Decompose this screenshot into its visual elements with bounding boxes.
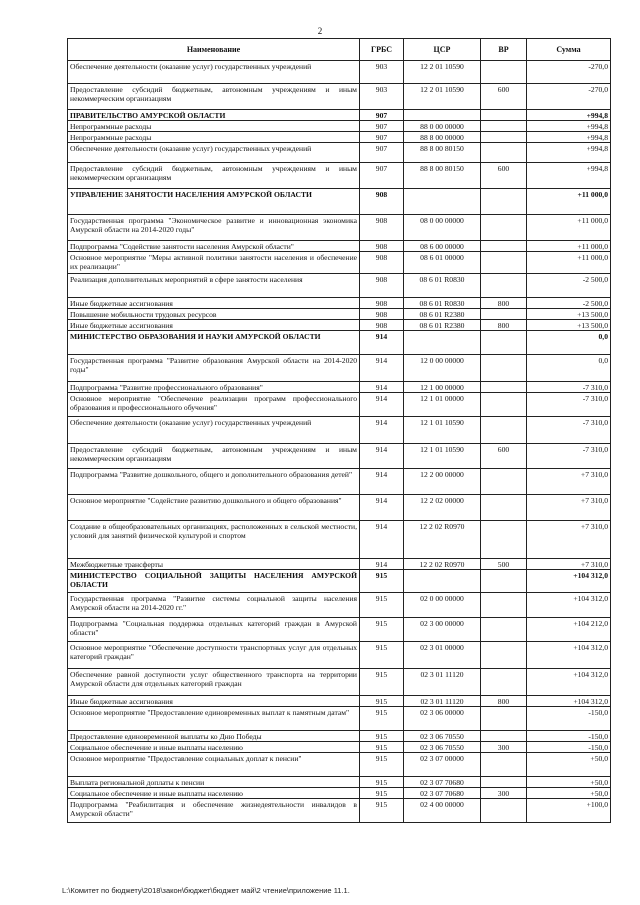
row-csr-cell: 08 6 01 R0830 xyxy=(404,274,481,298)
row-name-cell: Создание в общеобразовательных организациях, расположенных в сельской местности, условий для занятий физической культурой и спортом xyxy=(68,521,360,559)
row-name-cell: Иные бюджетные ассигнования xyxy=(68,298,360,309)
row-vr-cell xyxy=(481,570,527,593)
table-row xyxy=(68,132,611,143)
table-row xyxy=(68,495,611,521)
row-name-cell: Основное мероприятие "Меры активной политики занятости населения и обеспечение их реализации" xyxy=(68,252,360,274)
row-grbs-cell: 907 xyxy=(360,110,404,121)
row-grbs-cell: 914 xyxy=(360,559,404,570)
table-row xyxy=(68,742,611,753)
row-grbs-cell: 915 xyxy=(360,753,404,777)
row-vr-cell: 300 xyxy=(481,742,527,753)
row-grbs-cell: 915 xyxy=(360,593,404,618)
row-csr-cell: 02 3 07 70680 xyxy=(404,777,481,788)
row-csr-cell: 08 6 01 R2380 xyxy=(404,320,481,331)
row-grbs-cell: 908 xyxy=(360,274,404,298)
table-body xyxy=(68,61,611,823)
row-name-cell: Социальное обеспечение и иные выплаты населению xyxy=(68,742,360,753)
table-row xyxy=(68,331,611,355)
table-row xyxy=(68,444,611,469)
header-csr: ЦСР xyxy=(404,39,481,61)
row-csr-cell: 88 0 00 00000 xyxy=(404,121,481,132)
row-vr-cell xyxy=(481,252,527,274)
row-name-cell: Обеспечение деятельности (оказание услуг) государственных учреждений xyxy=(68,143,360,163)
row-csr-cell: 08 6 00 00000 xyxy=(404,241,481,252)
row-sum-cell: +7 310,0 xyxy=(527,521,611,559)
row-name-cell: Основное мероприятие "Содействие развитию дошкольного и общего образования" xyxy=(68,495,360,521)
row-grbs-cell: 907 xyxy=(360,132,404,143)
row-grbs-cell: 914 xyxy=(360,495,404,521)
table-row xyxy=(68,393,611,417)
row-sum-cell: -2 500,0 xyxy=(527,274,611,298)
row-grbs-cell: 915 xyxy=(360,742,404,753)
row-name-cell: МИНИСТЕРСТВО ОБРАЗОВАНИЯ И НАУКИ АМУРСКОЙ ОБЛАСТИ xyxy=(68,331,360,355)
row-sum-cell: +994,8 xyxy=(527,163,611,189)
table-row xyxy=(68,84,611,110)
row-csr-cell: 02 3 01 00000 xyxy=(404,642,481,669)
row-vr-cell xyxy=(481,110,527,121)
row-csr-cell: 08 0 00 00000 xyxy=(404,215,481,241)
row-sum-cell: +11 000,0 xyxy=(527,215,611,241)
row-csr-cell: 02 3 06 00000 xyxy=(404,707,481,731)
row-sum-cell: +50,0 xyxy=(527,788,611,799)
row-name-cell: Межбюджетные трансферты xyxy=(68,559,360,570)
row-grbs-cell: 903 xyxy=(360,84,404,110)
row-sum-cell: +994,8 xyxy=(527,121,611,132)
row-grbs-cell: 914 xyxy=(360,382,404,393)
row-name-cell: Обеспечение деятельности (оказание услуг) государственных учреждений xyxy=(68,417,360,444)
row-name-cell: Предоставление субсидий бюджетным, автономным учреждениям и иным некоммерческим организациям xyxy=(68,84,360,110)
row-sum-cell: +7 310,0 xyxy=(527,559,611,570)
row-vr-cell xyxy=(481,132,527,143)
row-vr-cell xyxy=(481,753,527,777)
row-sum-cell: +104 312,0 xyxy=(527,669,611,696)
row-vr-cell: 600 xyxy=(481,444,527,469)
row-name-cell: ПРАВИТЕЛЬСТВО АМУРСКОЙ ОБЛАСТИ xyxy=(68,110,360,121)
row-vr-cell xyxy=(481,331,527,355)
row-grbs-cell: 915 xyxy=(360,799,404,823)
row-vr-cell xyxy=(481,274,527,298)
row-vr-cell: 600 xyxy=(481,163,527,189)
row-vr-cell xyxy=(481,61,527,84)
row-vr-cell: 600 xyxy=(481,84,527,110)
table-row xyxy=(68,707,611,731)
row-grbs-cell: 907 xyxy=(360,163,404,189)
row-grbs-cell: 914 xyxy=(360,331,404,355)
table-row xyxy=(68,121,611,132)
row-sum-cell: -150,0 xyxy=(527,731,611,742)
row-vr-cell xyxy=(481,799,527,823)
row-sum-cell: +994,8 xyxy=(527,132,611,143)
table-row xyxy=(68,669,611,696)
row-vr-cell xyxy=(481,309,527,320)
row-name-cell: Реализация дополнительных мероприятий в сфере занятости населения xyxy=(68,274,360,298)
row-csr-cell: 12 2 01 10590 xyxy=(404,61,481,84)
row-name-cell: Выплата региональной доплаты к пенсии xyxy=(68,777,360,788)
row-sum-cell: +50,0 xyxy=(527,753,611,777)
row-name-cell: Основное мероприятие "Предоставление социальных доплат к пенсии" xyxy=(68,753,360,777)
row-name-cell: Государственная программа "Экономическое развитие и инновационная экономика Амурской области на 2014-2020 годы" xyxy=(68,215,360,241)
row-grbs-cell: 915 xyxy=(360,788,404,799)
row-grbs-cell: 908 xyxy=(360,298,404,309)
table-row xyxy=(68,241,611,252)
row-grbs-cell: 915 xyxy=(360,731,404,742)
row-csr-cell: 12 1 01 00000 xyxy=(404,393,481,417)
row-vr-cell xyxy=(481,189,527,215)
row-vr-cell: 800 xyxy=(481,320,527,331)
row-name-cell: Предоставление единовременной выплаты ко Дню Победы xyxy=(68,731,360,742)
table-row xyxy=(68,731,611,742)
row-name-cell: Подпрограмма "Развитие дошкольного, общего и дополнительного образования детей" xyxy=(68,469,360,495)
row-csr-cell: 12 2 02 R0970 xyxy=(404,559,481,570)
table-row xyxy=(68,355,611,382)
row-csr-cell: 88 8 00 80150 xyxy=(404,163,481,189)
row-grbs-cell: 915 xyxy=(360,618,404,642)
row-name-cell: Непрограммные расходы xyxy=(68,132,360,143)
row-csr-cell: 12 2 00 00000 xyxy=(404,469,481,495)
row-sum-cell: +50,0 xyxy=(527,777,611,788)
table-row xyxy=(68,189,611,215)
page-number: 2 xyxy=(317,26,323,36)
row-csr-cell: 12 1 00 00000 xyxy=(404,382,481,393)
table-row xyxy=(68,309,611,320)
table-header-row xyxy=(68,39,611,61)
row-csr-cell: 02 3 06 70550 xyxy=(404,742,481,753)
row-grbs-cell: 915 xyxy=(360,696,404,707)
row-grbs-cell: 915 xyxy=(360,707,404,731)
row-grbs-cell: 908 xyxy=(360,241,404,252)
table-row xyxy=(68,570,611,593)
row-csr-cell: 12 2 01 10590 xyxy=(404,84,481,110)
row-csr-cell: 12 1 01 10590 xyxy=(404,444,481,469)
row-sum-cell: -150,0 xyxy=(527,707,611,731)
row-csr-cell: 08 6 01 R0830 xyxy=(404,298,481,309)
row-grbs-cell: 915 xyxy=(360,669,404,696)
table-row xyxy=(68,618,611,642)
row-sum-cell: +994,8 xyxy=(527,110,611,121)
row-csr-cell: 12 2 02 R0970 xyxy=(404,521,481,559)
row-grbs-cell: 908 xyxy=(360,252,404,274)
row-sum-cell: -7 310,0 xyxy=(527,444,611,469)
row-name-cell: Основное мероприятие "Предоставление единовременных выплат к памятным датам" xyxy=(68,707,360,731)
row-name-cell: УПРАВЛЕНИЕ ЗАНЯТОСТИ НАСЕЛЕНИЯ АМУРСКОЙ ОБЛАСТИ xyxy=(68,189,360,215)
table-row xyxy=(68,696,611,707)
table-row xyxy=(68,799,611,823)
row-sum-cell: -7 310,0 xyxy=(527,382,611,393)
row-name-cell: Государственная программа "Развитие образования Амурской области на 2014-2020 годы" xyxy=(68,355,360,382)
row-vr-cell xyxy=(481,642,527,669)
row-name-cell: Иные бюджетные ассигнования xyxy=(68,696,360,707)
table-row xyxy=(68,382,611,393)
header-sum: Сумма xyxy=(527,39,611,61)
row-csr-cell xyxy=(404,189,481,215)
row-name-cell: Обеспечение равной доступности услуг общественного транспорта на территории Амурской области для отдельных категорий граждан xyxy=(68,669,360,696)
table-row xyxy=(68,417,611,444)
row-vr-cell xyxy=(481,241,527,252)
row-grbs-cell: 915 xyxy=(360,777,404,788)
table-row xyxy=(68,61,611,84)
row-vr-cell xyxy=(481,593,527,618)
row-grbs-cell: 914 xyxy=(360,469,404,495)
table-row xyxy=(68,143,611,163)
row-sum-cell: +104 312,0 xyxy=(527,593,611,618)
row-grbs-cell: 908 xyxy=(360,189,404,215)
table-row xyxy=(68,788,611,799)
row-name-cell: Иные бюджетные ассигнования xyxy=(68,320,360,331)
table-row xyxy=(68,215,611,241)
row-name-cell: Обеспечение деятельности (оказание услуг) государственных учреждений xyxy=(68,61,360,84)
row-sum-cell: -270,0 xyxy=(527,61,611,84)
row-grbs-cell: 908 xyxy=(360,320,404,331)
row-vr-cell: 800 xyxy=(481,298,527,309)
row-name-cell: Основное мероприятие "Обеспечение реализации программ профессионального образования и профессионального обучения" xyxy=(68,393,360,417)
table-row xyxy=(68,320,611,331)
row-vr-cell: 300 xyxy=(481,788,527,799)
row-name-cell: Подпрограмма "Содействие занятости населения Амурской области" xyxy=(68,241,360,252)
row-sum-cell: +994,8 xyxy=(527,143,611,163)
row-vr-cell xyxy=(481,215,527,241)
row-csr-cell: 08 6 01 00000 xyxy=(404,252,481,274)
row-name-cell: МИНИСТЕРСТВО СОЦИАЛЬНОЙ ЗАЩИТЫ НАСЕЛЕНИЯ АМУРСКОЙ ОБЛАСТИ xyxy=(68,570,360,593)
table-row xyxy=(68,753,611,777)
row-vr-cell xyxy=(481,777,527,788)
row-vr-cell xyxy=(481,495,527,521)
table-row xyxy=(68,110,611,121)
table-row xyxy=(68,163,611,189)
row-csr-cell: 12 2 02 00000 xyxy=(404,495,481,521)
row-vr-cell xyxy=(481,417,527,444)
row-vr-cell xyxy=(481,731,527,742)
row-sum-cell: 0,0 xyxy=(527,355,611,382)
row-csr-cell: 02 3 07 00000 xyxy=(404,753,481,777)
row-grbs-cell: 915 xyxy=(360,642,404,669)
row-name-cell: Подпрограмма "Социальная поддержка отдельных категорий граждан в Амурской области" xyxy=(68,618,360,642)
row-vr-cell xyxy=(481,382,527,393)
row-grbs-cell: 908 xyxy=(360,309,404,320)
row-vr-cell xyxy=(481,143,527,163)
row-sum-cell: +7 310,0 xyxy=(527,469,611,495)
row-sum-cell: +11 000,0 xyxy=(527,241,611,252)
row-sum-cell: -270,0 xyxy=(527,84,611,110)
row-vr-cell xyxy=(481,521,527,559)
row-vr-cell: 500 xyxy=(481,559,527,570)
row-vr-cell xyxy=(481,355,527,382)
header-vr: ВР xyxy=(481,39,527,61)
row-grbs-cell: 914 xyxy=(360,393,404,417)
row-sum-cell: -2 500,0 xyxy=(527,298,611,309)
row-csr-cell: 02 3 01 11120 xyxy=(404,696,481,707)
row-grbs-cell: 908 xyxy=(360,215,404,241)
row-sum-cell: -150,0 xyxy=(527,742,611,753)
row-grbs-cell: 903 xyxy=(360,61,404,84)
row-name-cell: Предоставление субсидий бюджетным, автономным учреждениям и иным некоммерческим организациям xyxy=(68,163,360,189)
row-sum-cell: -7 310,0 xyxy=(527,417,611,444)
table-row xyxy=(68,777,611,788)
row-sum-cell: +104 312,0 xyxy=(527,696,611,707)
row-csr-cell: 02 3 07 70680 xyxy=(404,788,481,799)
table-row xyxy=(68,298,611,309)
table-row xyxy=(68,521,611,559)
row-vr-cell xyxy=(481,618,527,642)
row-vr-cell xyxy=(481,469,527,495)
file-path-footer: L:\Комитет по бюджету\2018\закон\бюджет\бюджет май\2 чтение\приложение 11.1. xyxy=(62,886,350,895)
row-sum-cell: +104 312,0 xyxy=(527,642,611,669)
row-grbs-cell: 914 xyxy=(360,355,404,382)
budget-table xyxy=(67,38,611,823)
row-csr-cell: 02 3 01 11120 xyxy=(404,669,481,696)
row-sum-cell: 0,0 xyxy=(527,331,611,355)
row-name-cell: Предоставление субсидий бюджетным, автономным учреждениям и иным некоммерческим организациям xyxy=(68,444,360,469)
row-vr-cell: 800 xyxy=(481,696,527,707)
row-name-cell: Социальное обеспечение и иные выплаты населению xyxy=(68,788,360,799)
row-grbs-cell: 914 xyxy=(360,521,404,559)
row-grbs-cell: 915 xyxy=(360,570,404,593)
row-sum-cell: +100,0 xyxy=(527,799,611,823)
row-grbs-cell: 914 xyxy=(360,444,404,469)
table-row xyxy=(68,559,611,570)
row-sum-cell: +104 212,0 xyxy=(527,618,611,642)
row-name-cell: Подпрограмма "Развитие профессионального образования" xyxy=(68,382,360,393)
row-vr-cell xyxy=(481,669,527,696)
row-sum-cell: +104 312,0 xyxy=(527,570,611,593)
row-name-cell: Основное мероприятие "Обеспечение доступности транспортных услуг для отдельных категорий граждан" xyxy=(68,642,360,669)
row-name-cell: Подпрограмма "Реабилитация и обеспечение жизнедеятельности инвалидов в Амурской области" xyxy=(68,799,360,823)
row-grbs-cell: 914 xyxy=(360,417,404,444)
row-vr-cell xyxy=(481,121,527,132)
row-csr-cell: 08 6 01 R2380 xyxy=(404,309,481,320)
table-row xyxy=(68,252,611,274)
row-csr-cell: 02 0 00 00000 xyxy=(404,593,481,618)
row-sum-cell: +11 000,0 xyxy=(527,189,611,215)
table-row xyxy=(68,642,611,669)
row-csr-cell: 12 1 01 10590 xyxy=(404,417,481,444)
row-vr-cell xyxy=(481,393,527,417)
row-name-cell: Непрограммные расходы xyxy=(68,121,360,132)
row-name-cell: Повышение мобильности трудовых ресурсов xyxy=(68,309,360,320)
row-csr-cell xyxy=(404,110,481,121)
table-row xyxy=(68,274,611,298)
row-csr-cell: 02 4 00 00000 xyxy=(404,799,481,823)
row-name-cell: Государственная программа "Развитие системы социальной защиты населения Амурской области на 2014-2020 гг." xyxy=(68,593,360,618)
table-row xyxy=(68,469,611,495)
row-csr-cell: 88 8 00 00000 xyxy=(404,132,481,143)
row-grbs-cell: 907 xyxy=(360,143,404,163)
row-csr-cell xyxy=(404,570,481,593)
row-vr-cell xyxy=(481,707,527,731)
row-csr-cell: 88 8 00 80150 xyxy=(404,143,481,163)
header-grbs: ГРБС xyxy=(360,39,404,61)
header-name: Наименование xyxy=(68,39,360,61)
row-sum-cell: +7 310,0 xyxy=(527,495,611,521)
row-sum-cell: +11 000,0 xyxy=(527,252,611,274)
row-csr-cell xyxy=(404,331,481,355)
table-row xyxy=(68,593,611,618)
row-sum-cell: +13 500,0 xyxy=(527,309,611,320)
row-csr-cell: 12 0 00 00000 xyxy=(404,355,481,382)
row-sum-cell: -7 310,0 xyxy=(527,393,611,417)
row-csr-cell: 02 3 06 70550 xyxy=(404,731,481,742)
row-sum-cell: +13 500,0 xyxy=(527,320,611,331)
row-csr-cell: 02 3 00 00000 xyxy=(404,618,481,642)
row-grbs-cell: 907 xyxy=(360,121,404,132)
